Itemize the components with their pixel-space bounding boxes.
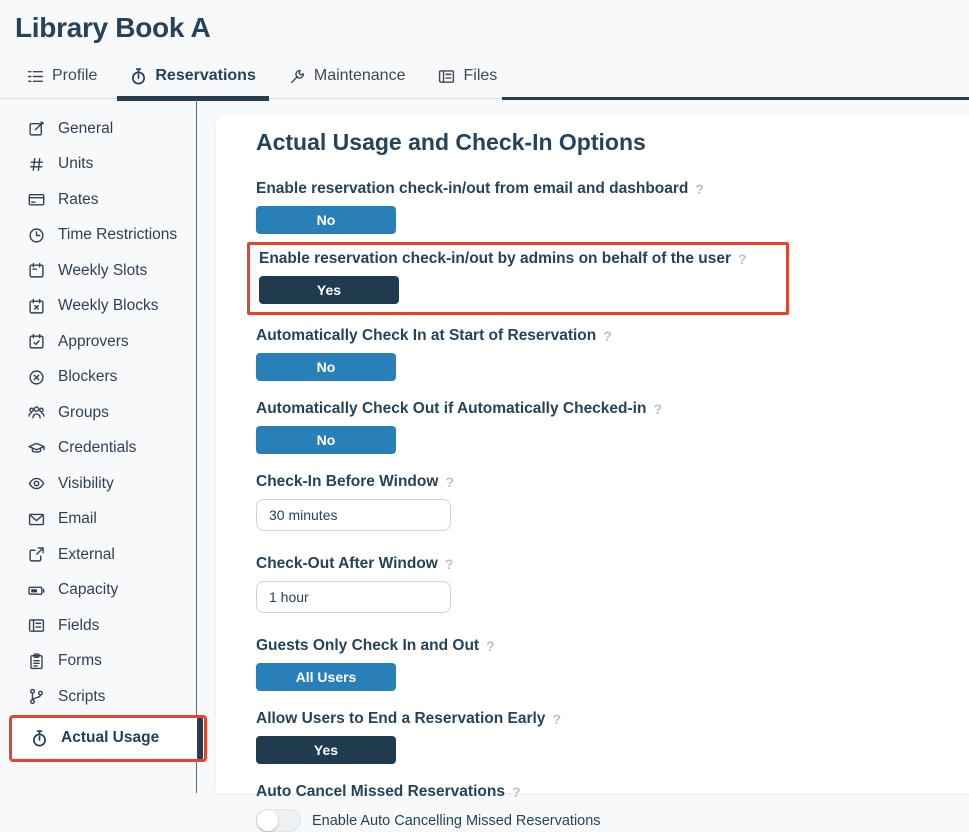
- toggle-button-end-early[interactable]: Yes: [256, 736, 396, 764]
- sidebar-item-groups[interactable]: [0, 395, 196, 431]
- setting-label: Automatically Check Out if Automatically Checked-in: [256, 400, 647, 417]
- actual-usage-panel: [216, 115, 969, 829]
- sidebar-item-external[interactable]: [0, 537, 196, 573]
- sidebar-item-actual-usage[interactable]: [12, 718, 204, 759]
- hash-icon: [28, 156, 45, 173]
- tab-label: Profile: [52, 67, 98, 84]
- question-mark-icon[interactable]: ?: [603, 328, 612, 344]
- sidebar-item-rates[interactable]: [0, 182, 196, 218]
- question-mark-icon[interactable]: ?: [653, 401, 663, 417]
- setting-checkout-after-window: [256, 555, 969, 613]
- main-area: [197, 99, 969, 829]
- toggle-button-auto-checkout[interactable]: No: [256, 426, 396, 454]
- toggle-button-checkin-email[interactable]: No: [256, 206, 396, 234]
- setting-label: Automatically Check In at Start of Reservation: [256, 327, 597, 344]
- sidebar-item-label: Rates: [58, 190, 99, 208]
- settings-sidebar: [0, 99, 197, 793]
- sidebar-item-general[interactable]: [0, 111, 196, 147]
- sidebar-item-time-restrictions[interactable]: [0, 218, 196, 254]
- credit-card-icon: [28, 191, 45, 208]
- sidebar-item-weekly-blocks[interactable]: [0, 289, 196, 325]
- sidebar-item-label: Approvers: [58, 332, 129, 350]
- toggle-button-guests-only[interactable]: All Users: [256, 663, 396, 691]
- calendar-x-icon: [28, 298, 45, 315]
- sidebar-item-label: Email: [58, 510, 97, 528]
- active-item-indicator: [197, 718, 203, 759]
- setting-checkin-by-admins: [259, 250, 777, 304]
- clock-icon: [28, 227, 45, 244]
- question-mark-icon[interactable]: ?: [695, 181, 704, 197]
- setting-label: Check-In Before Window: [256, 473, 439, 490]
- sidebar-item-label: Units: [58, 155, 94, 173]
- sidebar-item-label: Weekly Blocks: [58, 297, 159, 315]
- setting-label: Auto Cancel Missed Reservations: [256, 783, 505, 800]
- setting-checkin-before-window: [256, 473, 969, 531]
- sidebar-item-label: Weekly Slots: [58, 261, 148, 279]
- edit-icon: [28, 120, 45, 137]
- sidebar-item-approvers[interactable]: [0, 324, 196, 360]
- sidebar-item-label: Visibility: [58, 474, 114, 492]
- page-header: [0, 0, 969, 44]
- setting-end-reservation-early: [256, 710, 969, 764]
- list-check-icon: [27, 68, 44, 85]
- tab-label: Files: [463, 67, 498, 84]
- highlight-box-admin-checkin: [247, 242, 789, 315]
- sidebar-item-label: Credentials: [58, 439, 137, 457]
- auto-cancel-toggle[interactable]: [256, 809, 301, 832]
- setting-label: Guests Only Check In and Out: [256, 637, 480, 654]
- sidebar-item-label: General: [58, 119, 114, 137]
- list-alt-icon: [28, 617, 45, 634]
- setting-label: Enable reservation check-in/out from email and dashboard: [256, 180, 689, 197]
- stopwatch-icon: [31, 730, 48, 747]
- people-icon: [28, 404, 45, 421]
- sidebar-item-label: External: [58, 545, 115, 563]
- question-mark-icon[interactable]: ?: [552, 711, 561, 727]
- tab-files[interactable]: [438, 54, 497, 98]
- stopwatch-icon: [130, 68, 147, 85]
- sidebar-item-label: Blockers: [58, 368, 118, 386]
- highlight-box-actual-usage: [9, 715, 207, 762]
- section-heading: Actual Usage and Check-In Options: [256, 129, 646, 155]
- sidebar-item-units[interactable]: [0, 147, 196, 183]
- sidebar-item-credentials[interactable]: [0, 431, 196, 467]
- sidebar-item-visibility[interactable]: [0, 466, 196, 502]
- page-title: Library Book A: [15, 12, 211, 43]
- sidebar-item-label: Actual Usage: [61, 729, 160, 746]
- calendar-check-icon: [28, 333, 45, 350]
- sidebar-item-label: Groups: [58, 403, 109, 421]
- sidebar-item-forms[interactable]: [0, 644, 196, 680]
- setting-auto-checkin: [256, 327, 969, 381]
- tab-label: Maintenance: [313, 67, 406, 84]
- wrench-icon: [289, 68, 306, 85]
- eye-icon: [28, 475, 45, 492]
- sidebar-item-fields[interactable]: [0, 608, 196, 644]
- circle-x-icon: [28, 369, 45, 386]
- setting-label: Allow Users to End a Reservation Early: [256, 710, 546, 727]
- setting-auto-checkout: [256, 400, 969, 454]
- question-mark-icon[interactable]: ?: [445, 474, 454, 490]
- sidebar-item-label: Fields: [58, 616, 100, 634]
- setting-label: Check-Out After Window: [256, 555, 438, 572]
- sidebar-item-label: Time Restrictions: [58, 226, 178, 244]
- sidebar-item-label: Scripts: [58, 687, 106, 705]
- toggle-button-auto-checkin[interactable]: No: [256, 353, 396, 381]
- clipboard-icon: [28, 653, 45, 670]
- setting-checkin-email-dashboard: [256, 180, 969, 234]
- sidebar-item-weekly-slots[interactable]: [0, 253, 196, 289]
- question-mark-icon[interactable]: ?: [444, 556, 454, 572]
- tab-profile[interactable]: [27, 54, 97, 98]
- question-mark-icon[interactable]: ?: [511, 784, 521, 800]
- question-mark-icon[interactable]: ?: [738, 251, 747, 267]
- external-link-icon: [28, 546, 45, 563]
- envelope-icon: [28, 511, 45, 528]
- sidebar-item-label: Forms: [58, 652, 102, 670]
- toggle-button-admin-checkin[interactable]: Yes: [259, 276, 399, 304]
- tab-bar: [0, 54, 969, 99]
- checkout-after-window-input[interactable]: [256, 581, 451, 613]
- sidebar-item-label: Capacity: [58, 581, 119, 599]
- question-mark-icon[interactable]: ?: [486, 638, 495, 654]
- toggle-label: Enable Auto Cancelling Missed Reservations: [312, 812, 601, 829]
- checkin-before-window-input[interactable]: [256, 499, 451, 531]
- setting-auto-cancel-missed: [256, 783, 969, 832]
- calendar-icon: [28, 262, 45, 279]
- list-alt-icon: [438, 68, 455, 85]
- sidebar-item-scripts[interactable]: [0, 679, 196, 715]
- graduation-cap-icon: [28, 440, 45, 457]
- setting-label: Enable reservation check-in/out by admins on behalf of the user: [259, 250, 731, 267]
- toggle-knob: [257, 810, 278, 831]
- sidebar-item-email[interactable]: [0, 502, 196, 538]
- sidebar-item-capacity[interactable]: [0, 573, 196, 609]
- tab-label: Reservations: [155, 67, 256, 84]
- sidebar-item-blockers[interactable]: [0, 360, 196, 396]
- tab-maintenance[interactable]: [289, 54, 406, 98]
- battery-icon: [28, 582, 45, 599]
- git-branch-icon: [28, 688, 45, 705]
- tab-reservations[interactable]: [130, 54, 256, 98]
- setting-guests-only: [256, 637, 969, 691]
